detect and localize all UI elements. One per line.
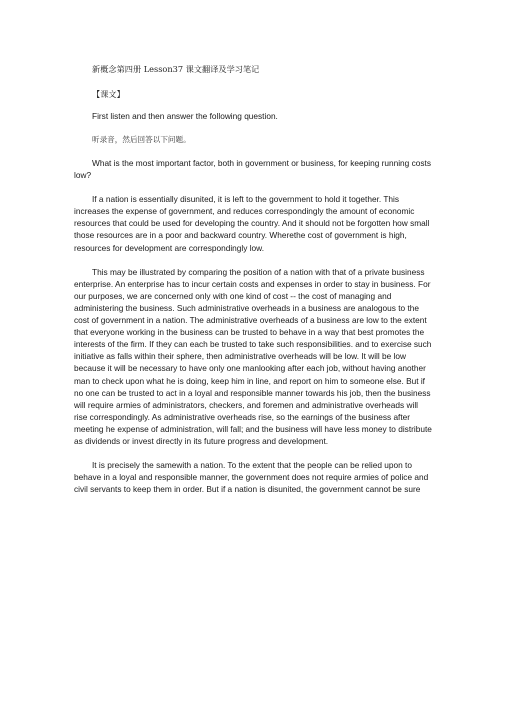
question-text: What is the most important factor, both in government or business, for keeping running costs low? (74, 158, 431, 181)
paragraph-3: It is precisely the samewith a nation. To the extent that the people can be relied upon to behave in a loyal and responsible manner, the government does not require armies of police and civil servants to keep them in order. But if a nation is disunited, the government cannot be sure (74, 460, 429, 495)
document-body (74, 64, 432, 507)
instruction-chinese: 听录音，然后回答以下问题。 (92, 135, 191, 144)
instruction-english: First listen and then answer the following question. (92, 111, 278, 121)
paragraph-2: This may be illustrated by comparing the position of a nation with that of a private business enterprise. An enterprise has to incur certain costs and expenses in order to stay in business. For our purposes, we are concerned only with one kind of cost -- the cost of managing and administering the business. Such administrative overheads in a business are analogous to the cost of government in a nation. The administrative overheads of a business are low to the extent that everyone working in the business can be trusted to behave in a way that best promotes the interests of the firm. If they can each be trusted to take such responsibilities. and to exercise such initiative as falls within their sphere, then administrative overheads will be low. It will be low because it will be necessary to have only one manlooking after each job, without having another man to check upon what he is doing, keep him in line, and report on him to someone else. But if no one can be trusted to act in a loyal and responsible manner towards his job, then the business will require armies of administrators, checkers, and foremen and administrative overheads will rise correspondingly. As administrative overheads rise, so the earnings of the business after meeting he expense of administration, will fall; and the business will have less money to distribute as dividends or invest directly in its future progress and development. (74, 266, 432, 446)
document-title: 新概念第四册 Lesson37 课文翻译及学习笔记 (92, 64, 260, 74)
paragraph-1: If a nation is essentially disunited, it is left to the government to hold it together. This increases the expense of government, and reduces correspondingly the amount of economic resources that could be used for developing the country. And it should not be forgotten how small those resources are in a poor and backward country. Wherethe cost of government is high, resources for development are correspondingly low. (74, 194, 430, 253)
section-label: 【课文】 (92, 89, 125, 99)
